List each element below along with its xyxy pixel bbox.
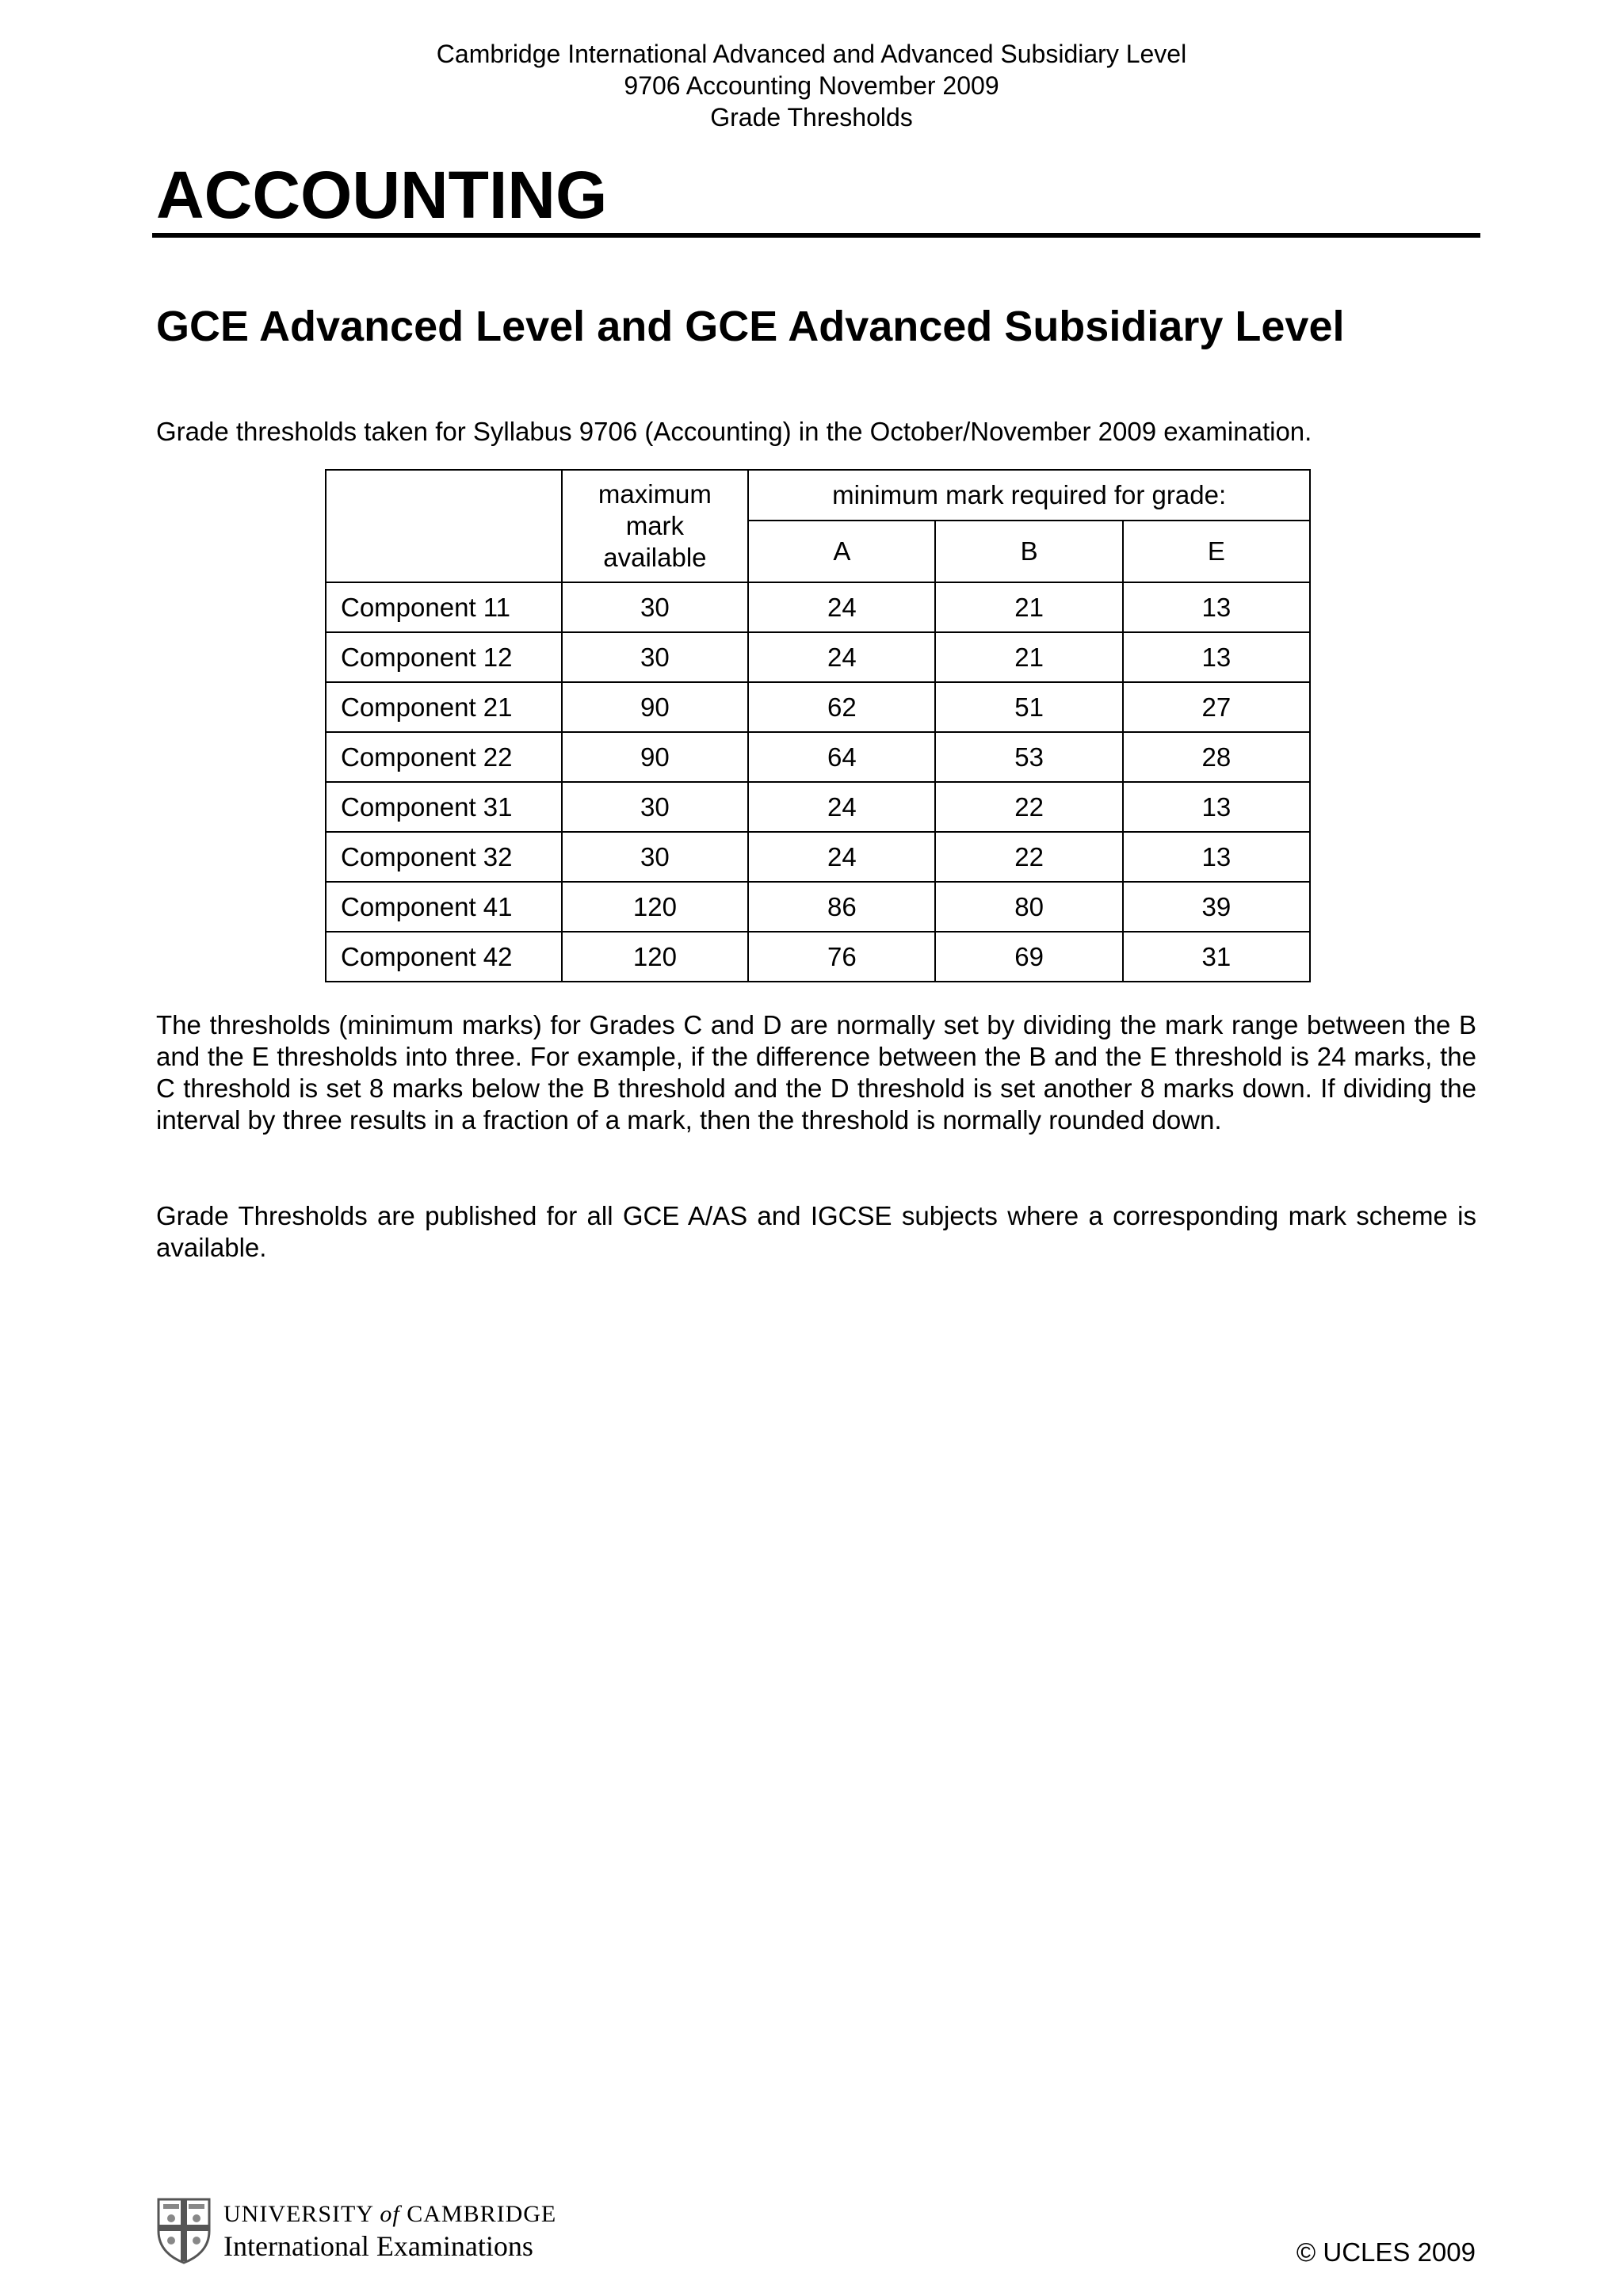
grade-b-cell: 80	[935, 882, 1122, 932]
grade-e-cell: 39	[1123, 882, 1310, 932]
logo-university-word: UNIVERSITY	[223, 2201, 373, 2227]
table-row	[326, 882, 1310, 932]
component-name: Component 11	[326, 582, 562, 632]
grade-header-a: A	[748, 521, 935, 582]
max-mark-cell: 30	[562, 632, 749, 682]
header-line-3: Grade Thresholds	[710, 103, 913, 132]
university-crest-icon	[155, 2196, 212, 2264]
grade-e-cell: 13	[1123, 582, 1310, 632]
max-mark-cell: 120	[562, 882, 749, 932]
logo-cambridge-word: CAMBRIDGE	[407, 2201, 557, 2227]
table-row	[326, 582, 1310, 632]
grade-b-cell: 22	[935, 782, 1122, 832]
max-mark-cell: 30	[562, 782, 749, 832]
max-mark-cell: 120	[562, 932, 749, 982]
table-corner-cell	[326, 470, 562, 582]
component-name: Component 12	[326, 632, 562, 682]
grade-e-cell: 27	[1123, 682, 1310, 732]
cambridge-logo	[155, 2196, 556, 2264]
grade-a-cell: 24	[748, 632, 935, 682]
grade-e-cell: 13	[1123, 832, 1310, 882]
intro-text: Grade thresholds taken for Syllabus 9706 (Accounting) in the October/November 2009 examination.	[156, 417, 1312, 446]
max-mark-header	[562, 470, 749, 582]
component-name: Component 22	[326, 732, 562, 782]
grade-b-cell: 22	[935, 832, 1122, 882]
grade-header-b: B	[935, 521, 1122, 582]
page-title: ACCOUNTING	[156, 158, 608, 232]
max-mark-header-line-1: maximum	[598, 479, 712, 509]
grade-b-cell: 51	[935, 682, 1122, 732]
table-row	[326, 782, 1310, 832]
max-mark-cell: 90	[562, 732, 749, 782]
threshold-explanation-paragraph: The thresholds (minimum marks) for Grades C and D are normally set by dividing the mark range between the B and the E thresholds into three. For example, if the difference between the B and the E threshold is 24 marks, the C threshold is set 8 marks below the B threshold and the D threshold is set another 8 marks down. If dividing the interval by three results in a fraction of a mark, then the threshold is normally rounded down.	[156, 1010, 1476, 1135]
logo-wordmark	[223, 2199, 556, 2262]
logo-line-1	[223, 2199, 556, 2230]
max-mark-cell: 90	[562, 682, 749, 732]
grade-b-cell: 21	[935, 632, 1122, 682]
publication-note-paragraph: Grade Thresholds are published for all GCE A/AS and IGCSE subjects where a corresponding mark scheme is available.	[156, 1201, 1476, 1262]
grade-b-cell: 53	[935, 732, 1122, 782]
page-subtitle: GCE Advanced Level and GCE Advanced Subsidiary Level	[156, 303, 1345, 350]
table-row	[326, 732, 1310, 782]
grade-threshold-table	[325, 469, 1311, 982]
header-line-2: 9706 Accounting November 2009	[624, 71, 999, 100]
grade-b-cell: 21	[935, 582, 1122, 632]
table-row	[326, 682, 1310, 732]
max-mark-cell: 30	[562, 582, 749, 632]
grade-e-cell: 13	[1123, 782, 1310, 832]
copyright-notice: © UCLES 2009	[1296, 2237, 1476, 2267]
page-header	[0, 38, 1623, 133]
grade-a-cell: 86	[748, 882, 935, 932]
max-mark-cell: 30	[562, 832, 749, 882]
table-row	[326, 632, 1310, 682]
table-row	[326, 932, 1310, 982]
logo-of-word: of	[380, 2201, 400, 2227]
component-name: Component 32	[326, 832, 562, 882]
min-mark-header: minimum mark required for grade:	[748, 470, 1310, 521]
grade-a-cell: 76	[748, 932, 935, 982]
grade-a-cell: 24	[748, 782, 935, 832]
component-name: Component 21	[326, 682, 562, 732]
grade-header-e: E	[1123, 521, 1310, 582]
grade-a-cell: 24	[748, 832, 935, 882]
table-row	[326, 832, 1310, 882]
logo-line-2: International Examinations	[223, 2230, 533, 2262]
grade-b-cell: 69	[935, 932, 1122, 982]
title-divider	[152, 233, 1480, 238]
max-mark-header-line-3: available	[603, 543, 707, 572]
max-mark-header-line-2: mark	[625, 511, 685, 540]
grade-a-cell: 24	[748, 582, 935, 632]
grade-e-cell: 28	[1123, 732, 1310, 782]
component-name: Component 41	[326, 882, 562, 932]
grade-a-cell: 64	[748, 732, 935, 782]
grade-a-cell: 62	[748, 682, 935, 732]
header-line-1: Cambridge International Advanced and Advanced Subsidiary Level	[436, 40, 1187, 68]
grade-e-cell: 31	[1123, 932, 1310, 982]
grade-e-cell: 13	[1123, 632, 1310, 682]
component-name: Component 42	[326, 932, 562, 982]
component-name: Component 31	[326, 782, 562, 832]
